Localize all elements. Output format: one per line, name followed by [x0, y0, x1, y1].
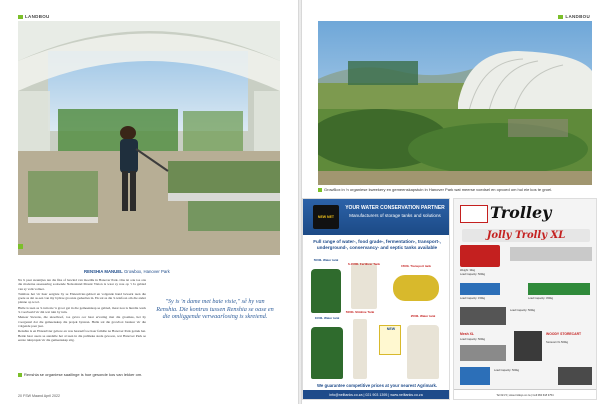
tank-image: [407, 325, 439, 379]
tank-label: 1000L Water tank: [314, 316, 340, 320]
left-page: [0, 0, 298, 404]
tank-image: [393, 275, 439, 301]
product-image: [460, 345, 506, 361]
article-body: [18, 278, 146, 343]
section-tag-right: LANDBOU: [558, 14, 590, 19]
tank-label: 6-1500L Fertilizer Tank: [347, 262, 381, 266]
advert-header: [303, 199, 449, 235]
garden-photo: [318, 21, 592, 185]
product-image: [514, 331, 542, 361]
credit-role: Growbox, Hanover Park: [123, 269, 170, 274]
trolley-advert[interactable]: [453, 198, 597, 400]
photo-caption-right: [318, 187, 592, 192]
right-page: [302, 0, 600, 404]
product-image: [460, 245, 500, 267]
product-image: [460, 307, 506, 325]
advert-description: Full range of water-, food grade-, fermentation-, transport-, underground-, conservancy- and septic tanks available: [313, 239, 441, 250]
greenhouse-photo: [18, 21, 280, 255]
credit-name: RENSHIA MANUEL: [84, 269, 123, 274]
caption-bullet: [318, 188, 322, 192]
product-spec: Weight: 34kg: [460, 269, 476, 272]
product-spec: Load Capacity: 150kg: [460, 297, 486, 300]
product-image: [558, 367, 592, 385]
product-spec: Storecart XL 500kg: [546, 341, 569, 344]
paragraph: Na 'n paar steuntjies ten die fiks of bewind van moeilik in Hanover Park. Ons ist ook toe ons die moderne assessering sodoende Nelsonland Mount Vision is waar sy nou op 't Ja gebied van sy volk volleer.: [18, 278, 146, 291]
tank-image: [311, 269, 341, 313]
new-badge: [379, 325, 401, 355]
paragraph: Renshia is en Elsiesrivier gebore en was haarself toe haar familie na Hanover Park getrek het. Beide haar ouers se aandelle het al teen in die publieke stede gewoon, wat Hanover Park se eerste tuinprojek vir die gemeenskap stig.: [18, 329, 146, 342]
product-image: [528, 283, 590, 295]
advert-title: YOUR WATER CONSERVATION PARTNER: [345, 205, 445, 211]
photo-credit: [84, 269, 170, 274]
tank-image: [351, 263, 377, 309]
advert-contact[interactable]: Tel 021 5 | www.trolleys.co.za | Cell 084 618 3754: [454, 389, 596, 400]
product-image: [460, 367, 490, 385]
product-image: [510, 247, 592, 261]
section-tag-left: LANDBOU: [18, 14, 50, 19]
product-name: Mesh XL: [460, 332, 474, 336]
caption-bullet: [18, 373, 22, 377]
greenhouse-illustration: [18, 21, 280, 255]
advert-contact[interactable]: info@nelltanks.co.za | 021 903 1395 | www.nelltanks.co.za: [303, 390, 449, 400]
paragraph: Meneer Stevens, die skoolhoof, toe gevra oor haar ervaring met die groeikas, het hy voorgestel dat die gemeenskap die projek bystaan. Hulle sal die growbox bestuur vir die volgende paar jaar.: [18, 315, 146, 328]
product-spec: Load Capacity: 500kg: [460, 338, 486, 341]
advert-subtitle: Manufacturers of storage tanks and solutions: [349, 213, 441, 218]
advert-subtitle: Jolly Trolly XL: [462, 229, 590, 242]
garden-illustration: [318, 21, 592, 185]
photo-caption-text: Renshia se organiese saailinge is hoe gesonde kos van lekker om.: [24, 372, 143, 377]
brand-logo: Trolley: [490, 203, 552, 222]
product-spec: Load Capacity: 450kg: [528, 297, 554, 300]
pull-quote: "Sy is 'n dame met baie visie," sê hy van Renshia. Die kontras tussen Renshia se oase en die omliggende verwaarlosing is skreiend.: [156, 298, 274, 321]
photo-caption-left: [18, 372, 278, 377]
product-spec: Load Capacity: 500kg: [494, 369, 520, 372]
new-badge-label: NEW: [386, 327, 396, 331]
tank-image: [311, 327, 343, 379]
product-name: WOODY STORECART: [546, 332, 582, 336]
paragraph: Tuinbou het vir haar eergiste by se Elsiesrivier-gebied en volgende hand bewerk teen die goeie as dat as een van my bydrae grootste gedeeltes in. Ek sal as die 'n telefoon om die ander planne op te tel.: [18, 291, 146, 305]
brand-logo: NEW NET: [313, 205, 339, 229]
tanks-advert[interactable]: [302, 198, 450, 400]
product-spec: Load Capacity: 500kg: [460, 273, 486, 276]
product-image: [460, 283, 500, 295]
tank-image: [353, 319, 367, 379]
paragraph: Hulle is teen as 'n tuin nie 'n groot gat in die gemeenskap se gebied, maar nou is hierdie werk 'n voorbeeld vir dié wat tuin by tuin.: [18, 305, 146, 315]
product-spec: Load Capacity: 500kg: [510, 309, 536, 312]
advert-guarantee: We guarantee competitive prices at your nearest Agrimark.: [316, 383, 438, 388]
tank-label: 2500L Water tank: [410, 314, 436, 318]
tank-label: 5000L Water tank: [313, 258, 339, 262]
page-folio: 20 FSW Maand April 2022: [18, 394, 60, 398]
photo-caption-text: GrowBox in 'n organiese kweekery en gemeenskapstuin in Hanover Park wat meerse voedsel en opvoed om hul eie kos te groei.: [324, 187, 553, 192]
tank-label: 1500L Transport tank: [400, 264, 432, 268]
flag-icon: [460, 205, 488, 223]
caption-marker: [18, 244, 23, 249]
tank-label: 5000L Slimline Tank: [345, 310, 375, 314]
